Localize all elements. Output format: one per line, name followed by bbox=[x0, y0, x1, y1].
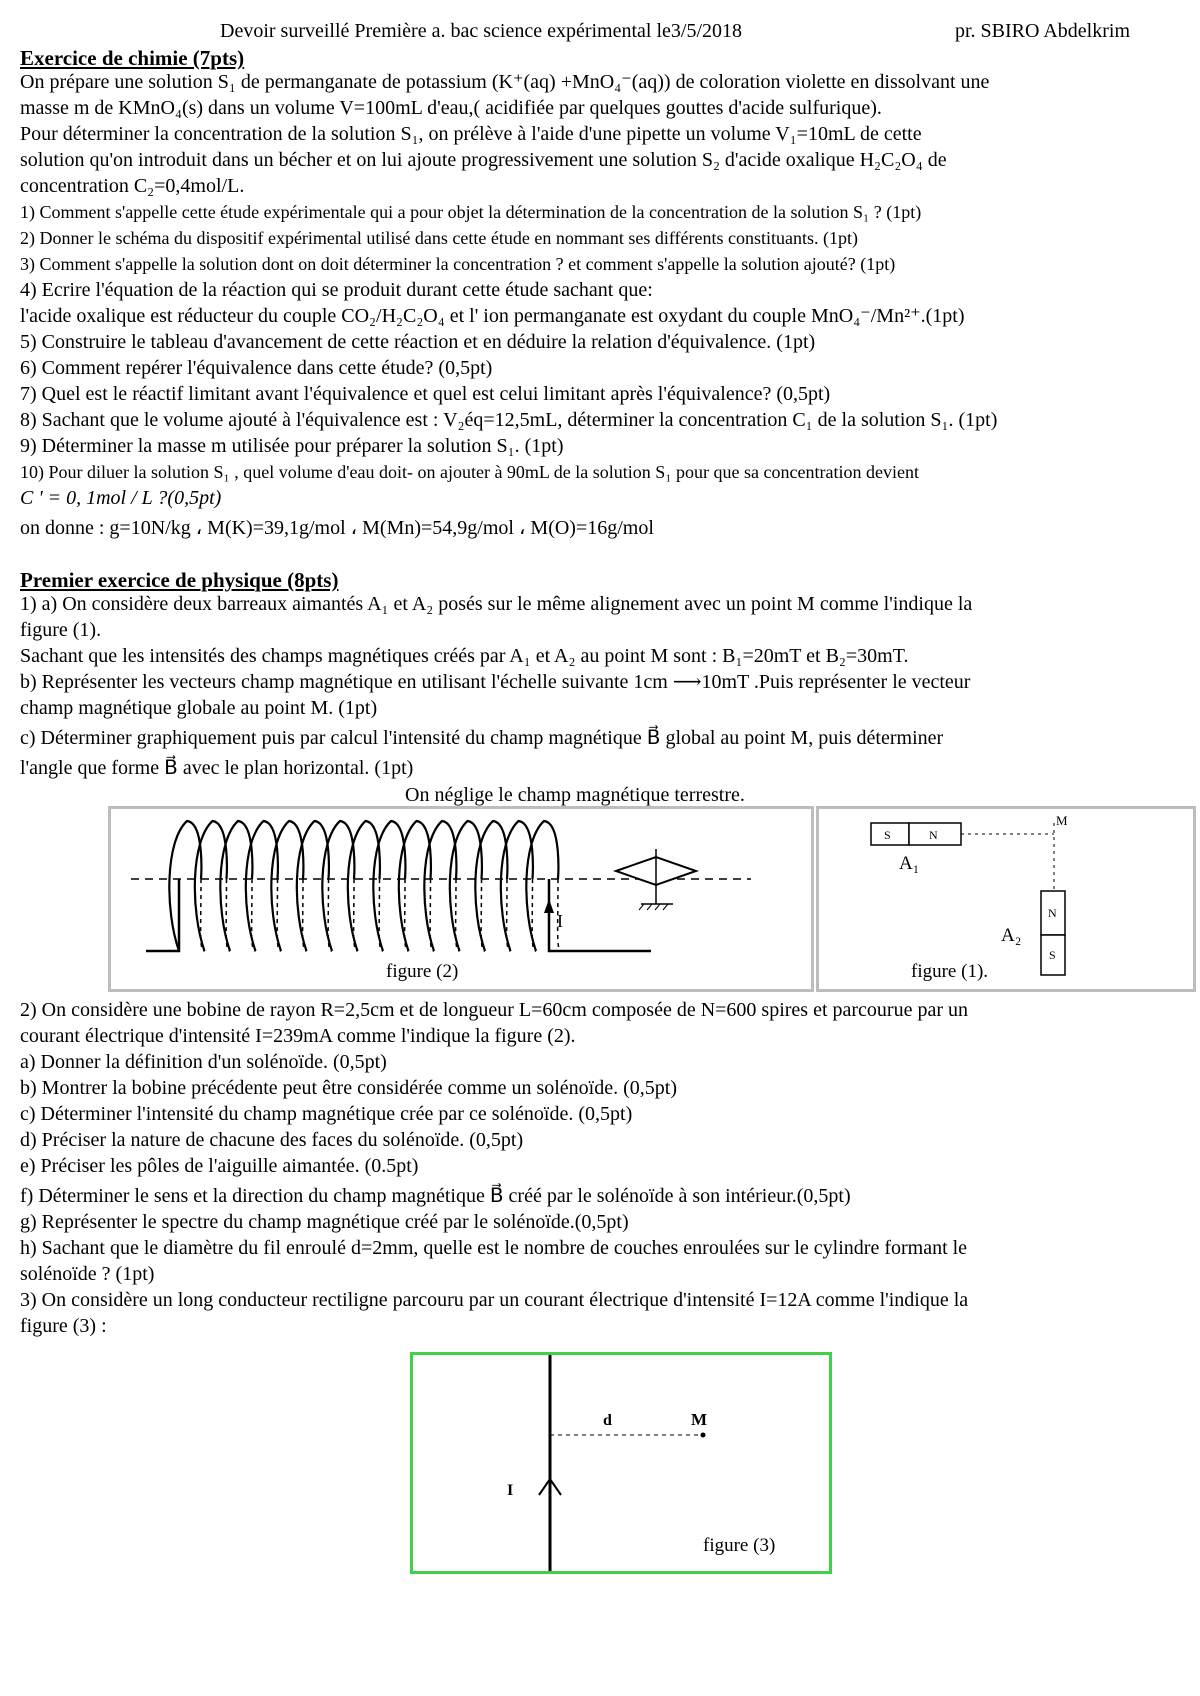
magnet-a2-north: N bbox=[1048, 906, 1057, 920]
exam-author: pr. SBIRO Abdelkrim bbox=[955, 20, 1131, 42]
chem-question: 4) Ecrire l'équation de la réaction qui se produit durant cette étude sachant que: bbox=[20, 279, 653, 301]
current-label: I bbox=[507, 1482, 514, 1499]
chem-question: 7) Quel est le réactif limitant avant l'équivalence et quel est celui limitant après l'équivalence? (0,5pt) bbox=[20, 383, 831, 405]
phys-line: figure (1). bbox=[20, 619, 102, 641]
phys-question: c) Déterminer l'intensité du champ magnétique crée par ce solénoïde. (0,5pt) bbox=[20, 1103, 633, 1125]
figure-2-caption: figure (2) bbox=[386, 961, 459, 982]
chem-question: 5) Construire le tableau d'avancement de cette réaction et en déduire la relation d'équivalence. (1pt) bbox=[20, 331, 816, 353]
label-a2: A₂ bbox=[1001, 925, 1022, 946]
current-arrow bbox=[544, 899, 554, 913]
magnet-a2 bbox=[1041, 891, 1065, 975]
phys-line: Sachant que les intensités des champs magnétiques créés par A₁ et A₂ au point M sont : B₁=20mT et B₂=30mT. bbox=[20, 645, 909, 667]
figure-1-caption: figure (1). bbox=[911, 961, 989, 982]
chem-question: 1) Comment s'appelle cette étude expérimentale qui a pour objet la détermination de la concentration de la solution S₁ ? (1pt) bbox=[20, 202, 922, 222]
point-m bbox=[701, 1433, 706, 1438]
chem-question: 8) Sachant que le volume ajouté à l'équivalence est : V₂éq=12,5mL, déterminer la concentration C₁ de la solution S₁. (1pt) bbox=[20, 409, 998, 431]
phys-note: On néglige le champ magnétique terrestre. bbox=[405, 784, 745, 806]
chem-line: concentration C₂=0,4mol/L. bbox=[20, 175, 245, 197]
phys-line: 1) a) On considère deux barreaux aimantés A₁ et A₂ posés sur le même alignement avec un point M comme l'indique la bbox=[20, 593, 973, 615]
chem-question: C ' = 0, 1mol / L ?(0,5pt) bbox=[20, 487, 222, 509]
magnets-diagram bbox=[819, 809, 1193, 989]
label-a1: A₁ bbox=[899, 853, 920, 874]
chemistry-heading: Exercice de chimie (7pts) bbox=[20, 46, 245, 70]
chem-line: solution qu'on introduit dans un bécher et on lui ajoute progressivement une solution S₂ d'acide oxalique H₂C₂O₄ de bbox=[20, 149, 947, 171]
point-m-label: M bbox=[1056, 813, 1068, 828]
phys-line: l'angle que forme B⃗ avec le plan horizontal. (1pt) bbox=[20, 757, 414, 779]
phys-question: h) Sachant que le diamètre du fil enroulé d=2mm, quelle est le nombre de couches enroulées sur le cylindre formant le bbox=[20, 1237, 968, 1259]
phys-question: figure (3) : bbox=[20, 1315, 107, 1337]
phys-question: g) Représenter le spectre du champ magnétique créé par le solénoïde.(0,5pt) bbox=[20, 1211, 629, 1233]
coil-turn bbox=[169, 821, 201, 951]
chem-question: 10) Pour diluer la solution S₁ , quel volume d'eau doit- on ajouter à 90mL de la solution S₁ pour que sa concentration devient bbox=[20, 462, 919, 482]
magnet-a1-south: S bbox=[884, 828, 891, 842]
chem-line: masse m de KMnO₄(s) dans un volume V=100mL d'eau,( acidifiée par quelques gouttes d'acide sulfurique). bbox=[20, 97, 882, 119]
physics-heading: Premier exercice de physique (8pts) bbox=[20, 568, 339, 592]
phys-line: b) Représenter les vecteurs champ magnétique en utilisant l'échelle suivante 1cm ⟶10mT .Puis représenter le vecteur bbox=[20, 671, 971, 693]
magnet-a1-north: N bbox=[929, 828, 938, 842]
conductor-diagram bbox=[413, 1355, 829, 1571]
phys-question: e) Préciser les pôles de l'aiguille aimantée. (0.5pt) bbox=[20, 1155, 419, 1177]
chem-question: l'acide oxalique est réducteur du couple CO₂/H₂C₂O₄ et l' ion permanganate est oxydant du couple MnO₄⁻/Mn²⁺.(1pt) bbox=[20, 305, 965, 327]
right-wire bbox=[549, 879, 651, 951]
figure-3-box bbox=[410, 1352, 832, 1574]
phys-question: f) Déterminer le sens et la direction du champ magnétique B⃗ créé par le solénoïde à son intérieur.(0,5pt) bbox=[20, 1185, 851, 1207]
figure-1-box bbox=[816, 806, 1196, 992]
figure-2-box bbox=[108, 806, 814, 992]
point-m-label: M bbox=[691, 1410, 708, 1429]
phys-question: 3) On considère un long conducteur rectiligne parcouru par un courant électrique d'intensité I=12A comme l'indique la bbox=[20, 1289, 969, 1311]
phys-line: courant électrique d'intensité I=239mA comme l'indique la figure (2). bbox=[20, 1025, 576, 1047]
figure-3-caption: figure (3) bbox=[703, 1535, 776, 1556]
current-label: I bbox=[557, 911, 563, 931]
magnet-a2-south: S bbox=[1049, 948, 1056, 962]
chem-question: 2) Donner le schéma du dispositif expérimental utilisé dans cette étude en nommant ses différents constituants. (1pt) bbox=[20, 228, 858, 248]
chem-question: 3) Comment s'appelle la solution dont on doit déterminer la concentration ? et comment s'appelle la solution ajouté? (1pt) bbox=[20, 254, 896, 274]
chem-line: Pour déterminer la concentration de la solution S₁, on prélève à l'aide d'une pipette un volume V₁=10mL de cette bbox=[20, 123, 922, 145]
chem-question: 9) Déterminer la masse m utilisée pour préparer la solution S₁. (1pt) bbox=[20, 435, 564, 457]
phys-question: solénoïde ? (1pt) bbox=[20, 1263, 155, 1285]
phys-line: c) Déterminer graphiquement puis par calcul l'intensité du champ magnétique B⃗ global au point M, puis déterminer bbox=[20, 727, 944, 749]
magnet-a1 bbox=[871, 823, 961, 845]
chem-given-data: on donne : g=10N/kg ، M(K)=39,1g/mol ، M(Mn)=54,9g/mol ، M(O)=16g/mol bbox=[20, 517, 654, 539]
phys-question: d) Préciser la nature de chacune des faces du solénoïde. (0,5pt) bbox=[20, 1129, 524, 1151]
distance-label: d bbox=[603, 1412, 612, 1429]
exam-title: Devoir surveillé Première a. bac science expérimental le3/5/2018 bbox=[220, 20, 743, 42]
phys-line: champ magnétique globale au point M. (1pt) bbox=[20, 697, 378, 719]
solenoid-diagram bbox=[111, 809, 811, 989]
left-wire bbox=[146, 879, 179, 951]
chem-question: 6) Comment repérer l'équivalence dans cette étude? (0,5pt) bbox=[20, 357, 493, 379]
phys-question: a) Donner la définition d'un solénoïde. (0,5pt) bbox=[20, 1051, 387, 1073]
phys-question: b) Montrer la bobine précédente peut être considérée comme un solénoïde. (0,5pt) bbox=[20, 1077, 677, 1099]
solenoid-coil bbox=[169, 821, 561, 951]
chem-line: On prépare une solution S₁ de permanganate de potassium (K⁺(aq) +MnO₄⁻(aq)) de coloration violette en dissolvant une bbox=[20, 71, 990, 93]
phys-line: 2) On considère une bobine de rayon R=2,5cm et de longueur L=60cm composée de N=600 spires et parcourue par un bbox=[20, 999, 968, 1021]
